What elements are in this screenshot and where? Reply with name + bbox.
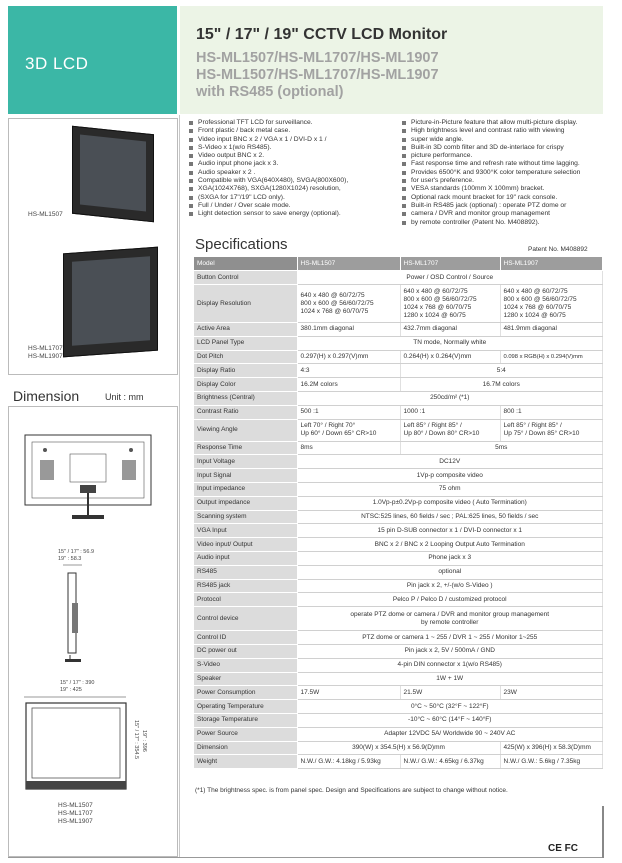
patent-number: Patent No. M408892	[528, 246, 588, 253]
row-label: Viewing Angle	[194, 419, 297, 441]
row-label: Audio input	[194, 552, 297, 566]
value-line: Left 85° / Right 85° /	[403, 422, 462, 430]
value-line: by remote controller	[421, 618, 479, 626]
header-badge	[8, 6, 177, 114]
row-label: RS485 jack	[194, 579, 297, 593]
table-row	[194, 579, 603, 593]
table-row	[194, 631, 603, 645]
monitor-photo-1	[72, 126, 154, 223]
row-label: Button Control	[194, 271, 297, 285]
row-label: Storage Temperature	[194, 714, 297, 728]
front-note-1: 15" / 17" : 390	[60, 680, 95, 686]
feature-item: by remote controller (Patent No. M408892).	[402, 219, 605, 227]
header-cell: HS-ML1707	[400, 257, 500, 271]
row-label: Scanning system	[194, 510, 297, 524]
features-right-list	[402, 119, 605, 227]
table-row	[194, 741, 603, 755]
feature-item: Light detection sensor to save energy (optional).	[189, 210, 389, 218]
photo-caption-2b: HS-ML1907	[28, 353, 63, 360]
footer-rule	[8, 857, 603, 858]
feature-item: Video input BNC x 2 / VGA x 1 / DVI-D x 1 /	[189, 136, 389, 144]
table-row	[194, 419, 603, 441]
row-value: 1W + 1W	[297, 672, 603, 686]
table-row	[194, 658, 603, 672]
value-line: Up 80° / Down 80° CR>10	[403, 430, 480, 438]
feature-item: picture performance.	[402, 152, 605, 160]
table-row	[194, 755, 603, 769]
value-line: 1024 x 768 @ 60/70/75	[503, 303, 572, 311]
row-value: 800 :1	[500, 405, 603, 419]
row-label: LCD Panel Type	[194, 336, 297, 350]
dim-caption-1: HS-ML1507	[58, 802, 93, 809]
row-label: S-Video	[194, 658, 297, 672]
header-cell: HS-ML1507	[297, 257, 400, 271]
value-line: Left 85° / Right 85° /	[503, 422, 562, 430]
row-value: N.W./ G.W.: 4.18kg / 5.93kg	[297, 755, 400, 769]
feature-item: Video output BNC x 2.	[189, 152, 389, 160]
value-line: 800 x 600 @ 56/60/72/75	[403, 295, 477, 303]
row-label: Response Time	[194, 441, 297, 455]
table-row	[194, 538, 603, 552]
table-row	[194, 350, 603, 364]
model-line-3: with RS485 (optional)	[196, 84, 344, 100]
row-label: Dot Pitch	[194, 350, 297, 364]
feature-item: S-Video x 1(w/o RS485).	[189, 144, 389, 152]
feature-item: super wide angle.	[402, 136, 605, 144]
row-value: 1.0Vp-p±0.2Vp-p composite video ( Auto Termination)	[297, 496, 603, 510]
table-row	[194, 469, 603, 483]
row-value	[500, 285, 603, 323]
photo-caption-2a: HS-ML1707	[28, 345, 63, 352]
row-label: Input Voltage	[194, 455, 297, 469]
row-value: 0.297(H) x 0.297(V)mm	[297, 350, 400, 364]
table-row	[194, 392, 603, 406]
row-value: DC12V	[297, 455, 603, 469]
row-value: 500 :1	[297, 405, 400, 419]
row-label: Contrast Ratio	[194, 405, 297, 419]
footnote: (*1) The brightness spec. is from panel spec. Design and Specifications are subject to change without notice.	[195, 787, 508, 794]
side-note-2: 19" : 58.3	[58, 556, 82, 562]
table-row	[194, 483, 603, 497]
value-line: 1280 x 1024 @ 60/75	[503, 311, 566, 319]
row-value: TN mode, Normally white	[297, 336, 603, 350]
photo-caption-1: HS-ML1507	[28, 211, 63, 218]
row-value: 0°C ~ 50°C (32°F ~ 122°F)	[297, 700, 603, 714]
feature-item: VESA standards (100mm X 100mm) bracket.	[402, 185, 605, 193]
value-line: 800 x 600 @ 56/60/72/75	[503, 295, 577, 303]
value-line: Left 70° / Right 70°	[300, 422, 356, 430]
row-value: 1000 :1	[400, 405, 500, 419]
table-row	[194, 336, 603, 350]
row-label: Brightness (Central)	[194, 392, 297, 406]
rear-view-drawing	[20, 430, 160, 530]
row-value: Pin jack x 2, 5V / 500mA / GND	[297, 645, 603, 659]
header-title-block	[180, 6, 603, 114]
row-value	[400, 419, 500, 441]
value-line: 640 x 480 @ 60/72/75	[300, 291, 365, 299]
row-label: Protocol	[194, 593, 297, 607]
certification-logos: CE FC	[548, 843, 578, 854]
row-value: optional	[297, 565, 603, 579]
row-label: Dimension	[194, 741, 297, 755]
row-label: Active Area	[194, 323, 297, 337]
row-value: 23W	[500, 686, 603, 700]
row-value: 1Vp-p composite video	[297, 469, 603, 483]
front-note-2: 19" : 425	[60, 687, 82, 693]
table-row	[194, 565, 603, 579]
row-label: Video input/ Output	[194, 538, 297, 552]
dim-caption-3: HS-ML1907	[58, 818, 93, 825]
table-row	[194, 496, 603, 510]
row-value	[400, 285, 500, 323]
table-row	[194, 727, 603, 741]
row-label: Display Ratio	[194, 364, 297, 378]
row-value: 0.098 x RGB(H) x 0.294(V)mm	[500, 350, 603, 364]
table-row	[194, 271, 603, 285]
row-value: 425(W) x 396(H) x 58.3(D)mm	[500, 741, 603, 755]
monitor-photo-2	[63, 247, 158, 358]
table-row	[194, 405, 603, 419]
feature-item: Optional rack mount bracket for 19" rack console.	[402, 194, 605, 202]
page-title: 15" / 17" / 19" CCTV LCD Monitor	[196, 26, 448, 43]
row-label: RS485	[194, 565, 297, 579]
feature-item: Audio speaker x 2 .	[189, 169, 389, 177]
row-label: DC power out	[194, 645, 297, 659]
table-row	[194, 552, 603, 566]
value-line: Up 75° / Down 85° CR>10	[503, 430, 580, 438]
row-value: 4:3	[297, 364, 400, 378]
table-row	[194, 700, 603, 714]
height-note-1: 15" / 17" : 354.5	[133, 720, 140, 760]
front-view-drawing	[22, 695, 132, 795]
side-view-drawing	[60, 563, 90, 663]
table-row	[194, 714, 603, 728]
value-line: 1280 x 1024 @ 60/75	[403, 311, 466, 319]
row-label: Output impedance	[194, 496, 297, 510]
row-label: Power Consumption	[194, 686, 297, 700]
value-line: 1024 x 768 @ 60/70/75	[300, 307, 369, 315]
row-value: Phone jack x 3	[297, 552, 603, 566]
table-row	[194, 524, 603, 538]
feature-item: (SXGA for 17"/19" LCD only).	[189, 194, 389, 202]
feature-item: Full / Under / Over scale mode.	[189, 202, 389, 210]
row-label: Display Color	[194, 378, 297, 392]
row-value: 390(W) x 354.5(H) x 56.9(D)mm	[297, 741, 500, 755]
feature-item: Built-in 3D comb filter and 3D de-interlace for crispy	[402, 144, 605, 152]
row-value: PTZ dome or camera 1 ~ 255 / DVR 1 ~ 255 / Monitor 1~255	[297, 631, 603, 645]
header-cell: HS-ML1907	[500, 257, 603, 271]
feature-item: Front plastic / back metal case.	[189, 127, 389, 135]
row-value: 250cd/m² (*1)	[297, 392, 603, 406]
row-value: Pin jack x 2, +/-(w/o S-Video )	[297, 579, 603, 593]
feature-item: Picture-in-Picture feature that allow multi-picture display.	[402, 119, 605, 127]
spec-table	[194, 257, 603, 769]
value-line: 1024 x 768 @ 60/70/75	[403, 303, 472, 311]
row-value: NTSC:525 lines, 60 fields / sec ; PAL:625 lines, 50 fields / sec	[297, 510, 603, 524]
row-value: 16.7M colors	[400, 378, 603, 392]
footer-bar	[602, 806, 604, 858]
row-value: BNC x 2 / BNC x 2 Looping Output Auto Termination	[297, 538, 603, 552]
model-line-1: HS-ML1507/HS-ML1707/HS-ML1907	[196, 50, 439, 66]
table-row	[194, 323, 603, 337]
dim-caption-2: HS-ML1707	[58, 810, 93, 817]
feature-item: XGA(1024X768), SXGA(1280X1024) resolution,	[189, 185, 389, 193]
features-left-list	[189, 119, 389, 219]
feature-item: for user's preference.	[402, 177, 605, 185]
value-line: 640 x 480 @ 60/72/75	[503, 287, 568, 295]
table-row	[194, 285, 603, 323]
dimension-unit: Unit : mm	[105, 392, 144, 402]
row-label: Weight	[194, 755, 297, 769]
row-value: 17.5W	[297, 686, 400, 700]
row-label: Display Resolution	[194, 285, 297, 323]
row-label: Input impedance	[194, 483, 297, 497]
row-value: 8ms	[297, 441, 400, 455]
feature-item: Professional TFT LCD for surveillance.	[189, 119, 389, 127]
row-label: Speaker	[194, 672, 297, 686]
feature-item: Fast response time and refresh rate without time lagging.	[402, 160, 605, 168]
row-value: 0.264(H) x 0.264(V)mm	[400, 350, 500, 364]
feature-item: Compatible with VGA(640X480), SVGA(800X600),	[189, 177, 389, 185]
row-value: 4-pin DIN connector x 1(w/o RS485)	[297, 658, 603, 672]
row-value: -10°C ~ 60°C (14°F ~ 140°F)	[297, 714, 603, 728]
badge-text: 3D LCD	[25, 54, 89, 73]
row-value: N.W./ G.W.: 4.65kg / 6.37kg	[400, 755, 500, 769]
row-value: N.W./ G.W.: 5.6kg / 7.35kg	[500, 755, 603, 769]
row-value: Adapter 12VDC 5A/ Worldwide 90 ~ 240V AC	[297, 727, 603, 741]
table-row	[194, 364, 603, 378]
row-value	[500, 419, 603, 441]
table-row	[194, 686, 603, 700]
table-header-row	[194, 257, 603, 271]
table-row	[194, 455, 603, 469]
table-row	[194, 441, 603, 455]
specifications-title: Specifications	[195, 236, 288, 253]
row-label: VGA Input	[194, 524, 297, 538]
table-row	[194, 672, 603, 686]
row-value	[297, 285, 400, 323]
table-row	[194, 645, 603, 659]
value-line: operate PTZ dome or camera / DVR and monitor group management	[350, 610, 550, 618]
row-label: Input Signal	[194, 469, 297, 483]
value-line: 640 x 480 @ 60/72/75	[403, 287, 468, 295]
row-value	[297, 419, 400, 441]
feature-item: Built-in RS485 jack (optional) : operate PTZ dome or	[402, 202, 605, 210]
row-value: 5:4	[400, 364, 603, 378]
table-row	[194, 593, 603, 607]
height-note-2: 19" : 396	[141, 730, 148, 752]
feature-item: camera / DVR and monitor group management	[402, 210, 605, 218]
row-value	[297, 607, 603, 631]
model-line-2: HS-ML1507/HS-ML1707/HS-ML1907	[196, 67, 439, 83]
row-value: 432.7mm diagonal	[400, 323, 500, 337]
row-label: Control ID	[194, 631, 297, 645]
row-value: Power / OSD Control / Source	[297, 271, 603, 285]
column-divider	[179, 115, 180, 857]
table-row	[194, 378, 603, 392]
feature-item: Audio input phone jack x 3.	[189, 160, 389, 168]
feature-item: High brightness level and contrast ratio with viewing	[402, 127, 605, 135]
value-line: Up 60° / Down 65° CR>10	[300, 430, 377, 438]
row-value: 16.2M colors	[297, 378, 400, 392]
header-cell: Model	[194, 257, 297, 271]
row-value: 21.5W	[400, 686, 500, 700]
value-line: 800 x 600 @ 56/60/72/75	[300, 299, 374, 307]
side-note-1: 15" / 17" : 56.9	[58, 549, 95, 555]
row-label: Operating Temperature	[194, 700, 297, 714]
row-value: 481.9mm diagonal	[500, 323, 603, 337]
table-row	[194, 510, 603, 524]
row-value: 5ms	[400, 441, 603, 455]
row-value: 380.1mm diagonal	[297, 323, 400, 337]
row-value: Pelco P / Pelco D / customized protocol	[297, 593, 603, 607]
feature-item: Provides 6500°K and 9300°K color temperature selection	[402, 169, 605, 177]
row-label: Control device	[194, 607, 297, 631]
dimension-title: Dimension	[13, 388, 80, 404]
row-value: 15 pin D-SUB connector x 1 / DVI-D connector x 1	[297, 524, 603, 538]
row-label: Power Source	[194, 727, 297, 741]
table-row	[194, 607, 603, 631]
row-value: 75 ohm	[297, 483, 603, 497]
